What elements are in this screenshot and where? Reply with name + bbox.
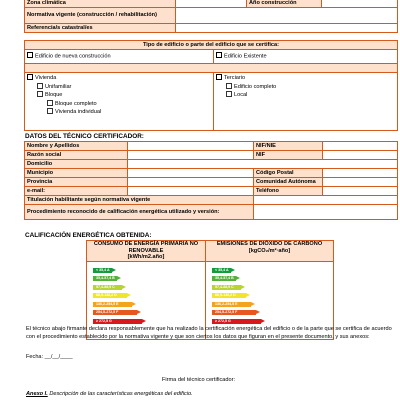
edificio-completo-option[interactable] bbox=[216, 83, 395, 92]
rating-bar-c: 57,4-88,9 C bbox=[93, 285, 122, 290]
consumo-title: CONSUMO DE ENERGÍA PRIMARIA NO RENOVABLE bbox=[93, 241, 199, 254]
procedimiento-field[interactable] bbox=[254, 205, 398, 220]
zona-climatica-field[interactable] bbox=[176, 0, 247, 8]
tecnico-section-title: DATOS DEL TÉCNICO CERTIFICADOR: bbox=[25, 133, 144, 140]
declaration-text: El técnico abajo firmante declara responsablemente que ha realizado la certificación energética del edificio o de la parte que se certifica de acuerdo con el procedimiento establecido por la normativa vigente y que son ciertos los datos que figuran en el presente documento, y sus anexos: bbox=[26, 326, 392, 340]
domicilio-label: Domicilio bbox=[25, 160, 128, 169]
local-option[interactable] bbox=[216, 91, 395, 100]
unifamiliar-option[interactable] bbox=[27, 83, 211, 92]
provincia-label: Provincia bbox=[25, 178, 128, 187]
bloque-completo-option[interactable] bbox=[27, 100, 211, 109]
vivienda-option[interactable] bbox=[27, 74, 211, 83]
nombre-field[interactable] bbox=[128, 142, 254, 151]
emisiones-unit: [kgCO₂/m²·año] bbox=[248, 247, 291, 254]
rating-bar-b: 35,4-57,4 B bbox=[93, 276, 117, 281]
codigo-postal-field[interactable] bbox=[323, 169, 398, 178]
rating-bar-b: 35,4-57,4 B bbox=[212, 276, 236, 281]
building-type-header: Tipo de edificio o parte del edificio que se certifica: bbox=[25, 41, 398, 50]
nif-nie-field[interactable] bbox=[323, 142, 398, 151]
top-info-table bbox=[24, 0, 398, 33]
rating-bar-e: 136,2-254,5 E bbox=[212, 302, 251, 307]
rating-bar-d: 88,9-136,2 D bbox=[212, 293, 246, 298]
nif-field[interactable] bbox=[323, 151, 398, 160]
telefono-label: Teléfono bbox=[254, 187, 323, 196]
referencia-catastral-field[interactable] bbox=[176, 24, 398, 33]
bloque-label: Bloque bbox=[45, 92, 63, 98]
consumo-unit: [kWh/m2.año] bbox=[127, 254, 165, 261]
normativa-field[interactable] bbox=[176, 8, 398, 24]
email-field[interactable] bbox=[128, 187, 254, 196]
fecha-line[interactable]: Fecha: __/__/____ bbox=[26, 354, 73, 360]
checkbox-icon[interactable] bbox=[226, 83, 232, 89]
local-label: Local bbox=[234, 92, 248, 98]
checkbox-icon[interactable] bbox=[216, 74, 222, 80]
consumo-header bbox=[87, 241, 206, 262]
calificacion-title: CALIFICACIÓN ENERGÉTICA OBTENIDA: bbox=[25, 232, 152, 239]
bloque-completo-label: Bloque completo bbox=[55, 100, 97, 107]
municipio-label: Municipio bbox=[25, 169, 128, 178]
rating-bar-a: < 35,4 A bbox=[93, 268, 112, 273]
vivienda-individual-option[interactable] bbox=[27, 108, 211, 117]
telefono-field[interactable] bbox=[323, 187, 398, 196]
comunidad-field[interactable] bbox=[323, 178, 398, 187]
email-label: e-mail: bbox=[25, 187, 128, 196]
ano-construccion-field[interactable] bbox=[322, 0, 398, 8]
new-building-label: Edificio de nueva construcción bbox=[35, 53, 111, 60]
checkbox-icon[interactable] bbox=[37, 83, 43, 89]
nif-nie-label: NIF/NIE bbox=[254, 142, 323, 151]
anexo-label: Anexo I. bbox=[26, 391, 48, 397]
normativa-label: Normativa vigente (construcción / rehabilitación) bbox=[25, 8, 176, 24]
codigo-postal-label: Código Postal bbox=[254, 169, 323, 178]
new-building-cell[interactable] bbox=[25, 50, 214, 64]
edificio-completo-label: Edificio completo bbox=[234, 83, 277, 90]
building-type-table bbox=[24, 40, 398, 131]
checkbox-icon[interactable] bbox=[37, 91, 43, 97]
titulacion-field[interactable] bbox=[254, 196, 398, 205]
terciario-label: Terciario bbox=[224, 75, 246, 81]
ano-construccion-label: Año construcción bbox=[247, 0, 322, 8]
razon-social-label: Razón social bbox=[25, 151, 128, 160]
emisiones-title: EMISIONES DE DIÓXIDO DE CARBONO bbox=[216, 241, 323, 247]
titulacion-label: Titulación habilitante según normativa vigente bbox=[25, 196, 254, 205]
vivienda-individual-label: Vivienda individual bbox=[55, 109, 102, 115]
anexo-line bbox=[26, 391, 193, 397]
rating-bar-e: 136,2-254,5 E bbox=[93, 302, 132, 307]
rating-bar-c: 57,4-88,9 C bbox=[212, 285, 241, 290]
zona-climatica-label: Zona climática bbox=[25, 0, 176, 8]
rating-bar-f: 254,5-272,5 F bbox=[212, 310, 256, 315]
rating-bar-d: 88,9-136,2 D bbox=[93, 293, 127, 298]
rating-bar-a: < 35,4 A bbox=[212, 268, 231, 273]
bloque-option[interactable] bbox=[27, 91, 211, 100]
existing-building-label: Edificio Existente bbox=[224, 53, 267, 60]
vivienda-cell bbox=[25, 73, 214, 131]
vivienda-label: Vivienda bbox=[35, 75, 57, 81]
checkbox-icon[interactable] bbox=[216, 52, 222, 58]
tecnico-table bbox=[24, 141, 398, 220]
checkbox-icon[interactable] bbox=[47, 108, 53, 114]
checkbox-icon[interactable] bbox=[47, 100, 53, 106]
checkbox-icon[interactable] bbox=[27, 52, 33, 58]
unifamiliar-label: Unifamiliar bbox=[45, 83, 72, 90]
emisiones-header bbox=[206, 241, 334, 262]
terciario-option[interactable] bbox=[216, 74, 395, 83]
firma-label: Firma del técnico certificador: bbox=[162, 377, 236, 383]
checkbox-icon[interactable] bbox=[226, 91, 232, 97]
existing-building-cell[interactable] bbox=[214, 50, 398, 64]
razon-social-field[interactable] bbox=[128, 151, 254, 160]
rating-bar-g: ≥ 272,5 G bbox=[93, 319, 142, 324]
municipio-field[interactable] bbox=[128, 169, 254, 178]
domicilio-field[interactable] bbox=[128, 160, 398, 169]
nif-label: NIF bbox=[254, 151, 323, 160]
spacer-row bbox=[25, 64, 398, 73]
terciario-cell bbox=[214, 73, 398, 131]
procedimiento-label: Procedimiento reconocido de calificación energética utilizado y versión: bbox=[25, 205, 254, 220]
referencia-catastral-label: Referencia/s catastral/es bbox=[25, 24, 176, 33]
anexo-text: Descripción de las características energéticas del edificio. bbox=[47, 391, 193, 397]
nombre-label: Nombre y Apellidos bbox=[25, 142, 128, 151]
rating-bar-f: 254,5-272,5 F bbox=[93, 310, 137, 315]
checkbox-icon[interactable] bbox=[27, 74, 33, 80]
comunidad-label: Comunidad Autónoma bbox=[254, 178, 323, 187]
provincia-field[interactable] bbox=[128, 178, 254, 187]
rating-bar-g: ≥ 272,5 G bbox=[212, 319, 261, 324]
